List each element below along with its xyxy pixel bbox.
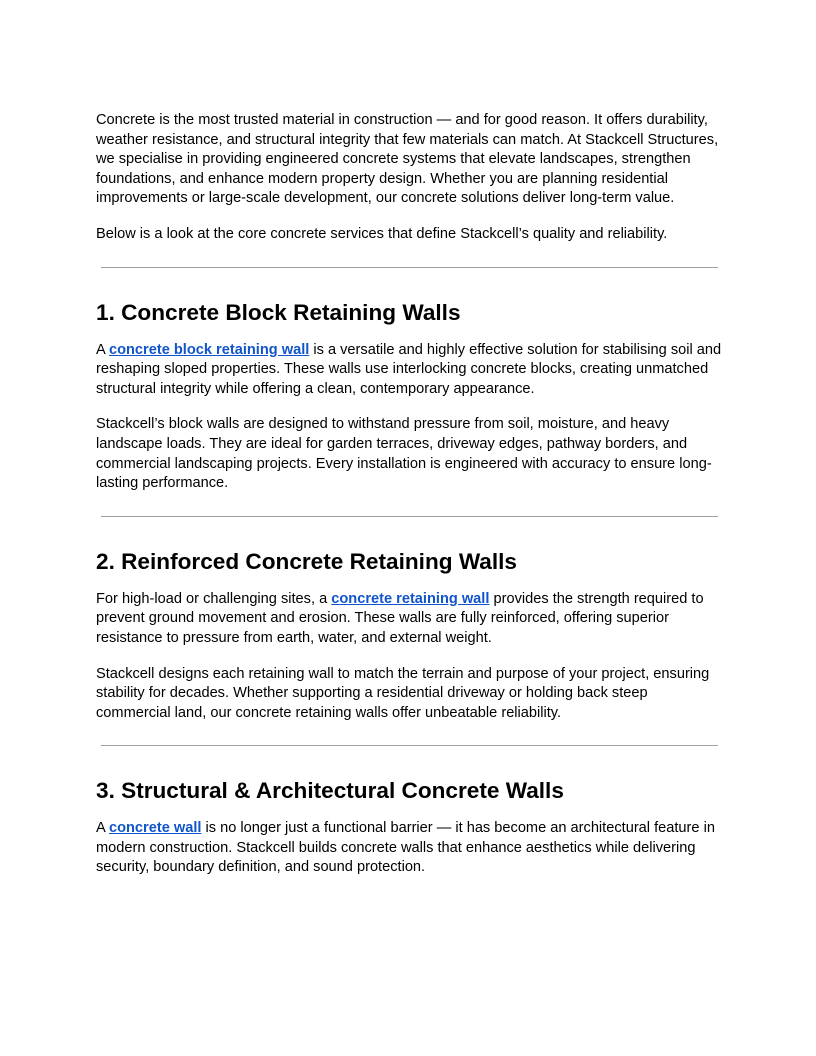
section-divider: [101, 516, 718, 517]
text-before-link: A: [96, 820, 109, 837]
document-page: [96, 111, 724, 878]
concrete-retaining-wall-link[interactable]: concrete retaining wall: [331, 590, 490, 607]
section-heading-block-retaining-walls: 1. Concrete Block Retaining Walls: [96, 299, 461, 325]
section-1-paragraph-1: [96, 341, 724, 400]
text-after-link: provides the strength required to prevent ground movement and erosion. These walls are fully reinforced, offering superior resistance to pressure from earth, water, and external weight.: [96, 590, 704, 646]
concrete-block-retaining-wall-link[interactable]: concrete block retaining wall: [108, 341, 310, 358]
section-1-paragraph-2: Stackcell’s block walls are designed to withstand pressure from soil, moisture, and heavy landscape loads. They are ideal for garden terraces, driveway edges, pathway borders, and commercial landscaping projects. Every installation is engineered with accuracy to ensure long-lasting performance.: [96, 416, 712, 492]
section-2-paragraph-2: Stackcell designs each retaining wall to match the terrain and purpose of your project, ensuring stability for decades. Whether supporting a residential driveway or holding back steep commercial land, our concrete retaining walls offer unbeatable reliability.: [96, 665, 710, 721]
concrete-wall-link[interactable]: concrete wall: [108, 820, 202, 837]
text-after-link: is no longer just a functional barrier — it has become an architectural feature in modern construction. Stackcell builds concrete walls that enhance aesthetics while delivering security, boundary definition, and sound protection.: [96, 820, 715, 876]
intro-paragraph: Concrete is the most trusted material in construction — and for good reason. It offers durability, weather resistance, and structural integrity that few materials can match. At Stackcell Structures, we specialise in providing engineered concrete systems that elevate landscapes, strengthen foundations, and enhance modern property design. Whether you are planning residential improvements or large-scale development, our concrete solutions deliver long-term value.: [96, 112, 719, 207]
text-before-link: For high-load or challenging sites, a: [96, 590, 332, 607]
section-heading-architectural-concrete-walls: 3. Structural & Architectural Concrete Walls: [96, 778, 564, 804]
section-2-paragraph-1: [96, 590, 724, 649]
intro-summary-paragraph: Below is a look at the core concrete services that define Stackcell’s quality and reliability.: [96, 225, 668, 242]
text-before-link: A: [96, 341, 109, 358]
section-3-paragraph-1: [96, 819, 724, 878]
section-divider: [101, 267, 718, 268]
text-after-link: is a versatile and highly effective solution for stabilising soil and reshaping sloped properties. These walls use interlocking concrete blocks, creating unmatched structural integrity while offering a clean, contemporary appearance.: [96, 341, 722, 397]
section-divider: [101, 745, 718, 746]
section-heading-reinforced-retaining-walls: 2. Reinforced Concrete Retaining Walls: [96, 548, 517, 574]
